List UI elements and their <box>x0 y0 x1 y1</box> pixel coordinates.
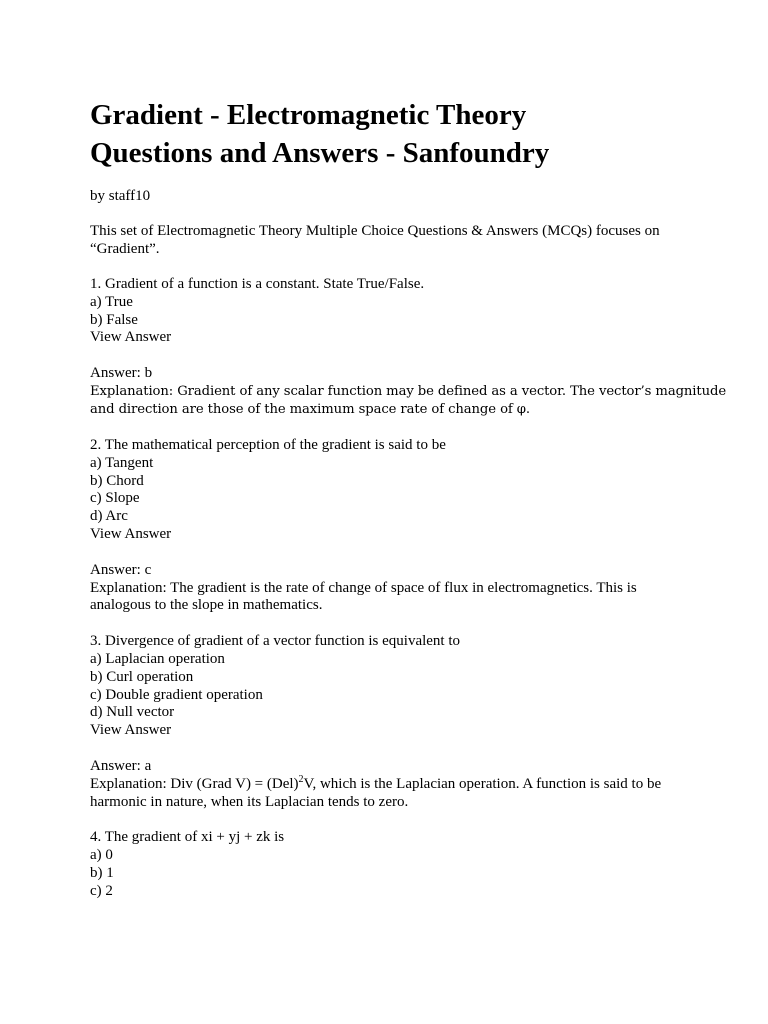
answer-block-1 <box>90 365 727 419</box>
explanation-line-2: analogous to the slope in mathematics. <box>90 597 323 614</box>
option-d: d) Null vector <box>90 704 175 721</box>
option-c: c) 2 <box>90 882 113 899</box>
explanation-line-2: harmonic in nature, when its Laplacian tends to zero. <box>90 793 409 810</box>
intro-line-2: “Gradient”. <box>90 241 160 257</box>
answer-text: Answer: c <box>90 561 152 578</box>
view-answer-link[interactable]: View Answer <box>90 329 172 346</box>
superscript-exponent: 2 <box>298 773 304 785</box>
answer-text: Answer: a <box>90 757 152 774</box>
option-b: b) False <box>90 311 138 328</box>
view-answer-link[interactable]: View Answer <box>90 722 172 739</box>
question-text: 4. The gradient of xi + yj + zk is <box>90 829 285 846</box>
explanation-post: V, which is the Laplacian operation. A function is said to be <box>303 775 662 792</box>
question-block-1 <box>90 276 690 347</box>
option-a: a) Laplacian operation <box>90 650 225 667</box>
option-a: a) True <box>90 293 133 310</box>
question-block-4 <box>90 829 690 900</box>
intro-line-1: This set of Electromagnetic Theory Multiple Choice Questions & Answers (MCQs) focuses on <box>90 223 660 239</box>
question-text: 2. The mathematical perception of the gradient is said to be <box>90 436 446 453</box>
answer-block-3 <box>90 758 690 811</box>
page-title <box>90 96 690 172</box>
answer-text: Answer: b <box>90 365 153 382</box>
answer-block-2 <box>90 562 690 615</box>
intro-paragraph <box>90 222 690 258</box>
explanation-line-2: and direction are those of the maximum space rate of change of φ. <box>90 401 531 417</box>
explanation-line-1: Explanation: The gradient is the rate of change of space of flux in electromagnetics. This is <box>90 579 637 596</box>
explanation-line-1: Explanation: Gradient of any scalar function may be defined as a vector. The vector’s magnitude <box>90 383 727 399</box>
view-answer-link[interactable]: View Answer <box>90 525 172 542</box>
title-line-1: Gradient - Electromagnetic Theory <box>90 99 527 131</box>
question-text: 3. Divergence of gradient of a vector function is equivalent to <box>90 633 461 650</box>
option-c: c) Double gradient operation <box>90 686 263 703</box>
option-d: d) Arc <box>90 508 128 525</box>
author-byline: by staff10 <box>90 188 151 204</box>
option-a: a) Tangent <box>90 454 154 471</box>
option-b: b) 1 <box>90 864 114 881</box>
question-block-2 <box>90 437 690 544</box>
explanation-pre: Explanation: Div (Grad V) = (Del) <box>90 775 299 792</box>
document-page <box>90 96 727 901</box>
title-line-2: Questions and Answers - Sanfoundry <box>90 137 550 169</box>
option-b: b) Curl operation <box>90 668 194 685</box>
option-a: a) 0 <box>90 847 113 864</box>
question-text: 1. Gradient of a function is a constant. State True/False. <box>90 276 425 292</box>
explanation-line-1 <box>90 773 690 794</box>
option-c: c) Slope <box>90 490 140 507</box>
option-b: b) Chord <box>90 472 144 489</box>
question-block-3 <box>90 633 690 740</box>
